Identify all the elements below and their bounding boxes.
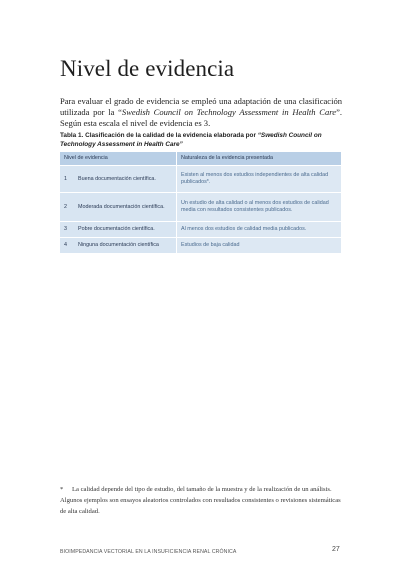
level-description: Estudios de baja calidad	[177, 238, 341, 254]
table-caption-quote: “Swedish Council on Technology Assessment in Health Care”	[60, 132, 322, 148]
intro-italic-source: Swedish Council on Technology Assessment in Health Care	[121, 107, 337, 117]
level-description: Existen al menos dos estudios independientes de alta calidad publicados*.	[177, 166, 341, 193]
level-number: 2	[60, 193, 74, 222]
level-number: 4	[60, 238, 74, 254]
table-row	[60, 222, 341, 238]
page-number: 27	[332, 546, 340, 553]
table-caption	[60, 132, 350, 149]
header-level: Nivel de evidencia	[60, 152, 177, 166]
level-number: 3	[60, 222, 74, 238]
level-number: 1	[60, 166, 74, 193]
footnote	[60, 484, 344, 517]
level-name: Pobre documentación científica.	[74, 222, 177, 238]
table-caption-label: Tabla 1.	[60, 132, 84, 139]
table-caption-text: Clasificación de la calidad de la evidencia elaborada por	[85, 132, 256, 139]
intro-text-before: Para evaluar el grado de evidencia se empleó una adaptación de una clasificación utilizada por la “	[60, 96, 342, 117]
footnote-mark: *	[60, 486, 64, 493]
footnote-text: La calidad depende del tipo de estudio, del tamaño de la muestra y de la realización de un análisis. Algunos ejemplos son ensayos aleatorios controlados con resultados consistentes o revisiones sistemáticas de alta calidad.	[60, 486, 341, 515]
page-title: Nivel de evidencia	[60, 56, 235, 81]
table-row	[60, 193, 341, 222]
table-row	[60, 238, 341, 254]
intro-paragraph	[60, 96, 342, 129]
level-name: Moderada documentación científica.	[74, 193, 177, 222]
level-name: Ninguna documentación científica	[74, 238, 177, 254]
header-nature: Naturaleza de la evidencia presentada	[177, 152, 341, 166]
table-header-row	[60, 152, 341, 166]
table-row	[60, 166, 341, 193]
evidence-table	[60, 152, 341, 254]
running-footer-title: BIOIMPEDANCIA VECTORIAL EN LA INSUFICIENCIA RENAL CRÓNICA	[60, 549, 237, 555]
level-description: Un estudio de alta calidad o al menos dos estudios de calidad media con resultados consistentes publicados.	[177, 193, 341, 222]
level-description: Al menos dos estudios de calidad media publicados.	[177, 222, 341, 238]
intro-text-after: ”. Según esta escala el nivel de evidencia es 3.	[60, 107, 343, 128]
level-name: Buena documentación científica.	[74, 166, 177, 193]
